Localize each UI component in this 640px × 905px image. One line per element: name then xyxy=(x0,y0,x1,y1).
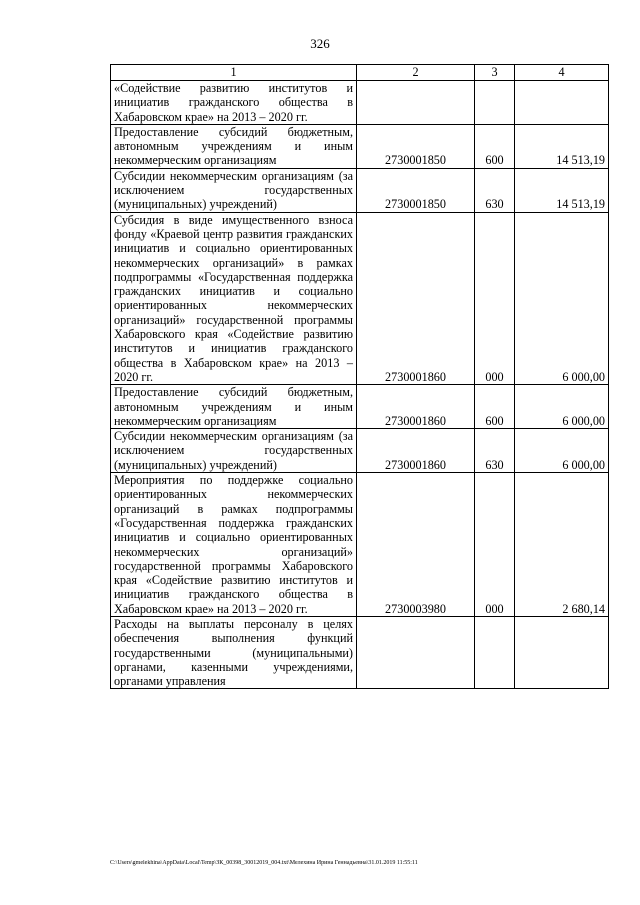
column-header: 1 xyxy=(111,65,357,81)
row-code: 2730001860 xyxy=(357,429,475,473)
row-name: Субсидии некоммерческим организациям (за исключением государственных (муниципальных) учреждений) xyxy=(111,168,357,212)
row-code xyxy=(357,81,475,125)
table-header-row xyxy=(111,65,609,81)
row-code: 2730001850 xyxy=(357,124,475,168)
row-type xyxy=(475,616,515,688)
row-name: «Содействие развитию институтов и инициатив гражданского общества в Хабаровском крае» на 2013 – 2020 гг. xyxy=(111,81,357,125)
row-type: 600 xyxy=(475,385,515,429)
column-header: 4 xyxy=(515,65,609,81)
row-sum: 14 513,19 xyxy=(515,124,609,168)
row-type: 630 xyxy=(475,168,515,212)
table-row xyxy=(111,385,609,429)
file-path-footer: C:\Users\gmelekhina\AppData\Local\Temp\ЗК_00398_30012019_004.txt\Мелехина Ирина Геннадьевна\31.01.2019 11:55:11 xyxy=(110,860,418,866)
row-sum: 2 680,14 xyxy=(515,473,609,617)
row-code: 2730001860 xyxy=(357,385,475,429)
budget-table xyxy=(110,64,609,689)
row-type: 000 xyxy=(475,212,515,385)
row-name: Расходы на выплаты персоналу в целях обеспечения выполнения функций государственными (муниципальными) органами, казенными учреждениями, органами управления xyxy=(111,616,357,688)
row-sum: 14 513,19 xyxy=(515,168,609,212)
page-number: 326 xyxy=(310,36,330,51)
row-sum: 6 000,00 xyxy=(515,212,609,385)
row-sum: 6 000,00 xyxy=(515,429,609,473)
row-type: 630 xyxy=(475,429,515,473)
row-type: 600 xyxy=(475,124,515,168)
column-header: 2 xyxy=(357,65,475,81)
table-row xyxy=(111,124,609,168)
row-name: Субсидия в виде имущественного взноса фонду «Краевой центр развития гражданских инициатив и социально ориентированных некоммерческих организаций» в рамках подпрограммы «Государственная поддержка гражданских инициатив и социально ориентированных некоммерческих организаций» государственной программы Хабаровского края «Содействие развитию институтов и инициатив гражданского общества в Хабаровском крае» на 2013 – 2020 гг. xyxy=(111,212,357,385)
table-row xyxy=(111,429,609,473)
row-sum xyxy=(515,81,609,125)
column-header: 3 xyxy=(475,65,515,81)
row-code: 2730001860 xyxy=(357,212,475,385)
row-type xyxy=(475,81,515,125)
table-row xyxy=(111,473,609,617)
row-code: 2730001850 xyxy=(357,168,475,212)
row-name: Субсидии некоммерческим организациям (за исключением государственных (муниципальных) учреждений) xyxy=(111,429,357,473)
table-row xyxy=(111,81,609,125)
row-code: 2730003980 xyxy=(357,473,475,617)
row-name: Мероприятия по поддержке социально ориентированных некоммерческих организаций в рамках подпрограммы «Государственная поддержка гражданских инициатив и социально ориентированных некоммерческих организаций» государственной программы Хабаровского края «Содействие развитию институтов и инициатив гражданского общества в Хабаровском крае» на 2013 – 2020 гг. xyxy=(111,473,357,617)
row-type: 000 xyxy=(475,473,515,617)
row-code xyxy=(357,616,475,688)
table-row xyxy=(111,616,609,688)
table-row xyxy=(111,168,609,212)
row-sum: 6 000,00 xyxy=(515,385,609,429)
table-row xyxy=(111,212,609,385)
row-name: Предоставление субсидий бюджетным, автономным учреждениям и иным некоммерческим организациям xyxy=(111,124,357,168)
row-sum xyxy=(515,616,609,688)
row-name: Предоставление субсидий бюджетным, автономным учреждениям и иным некоммерческим организациям xyxy=(111,385,357,429)
